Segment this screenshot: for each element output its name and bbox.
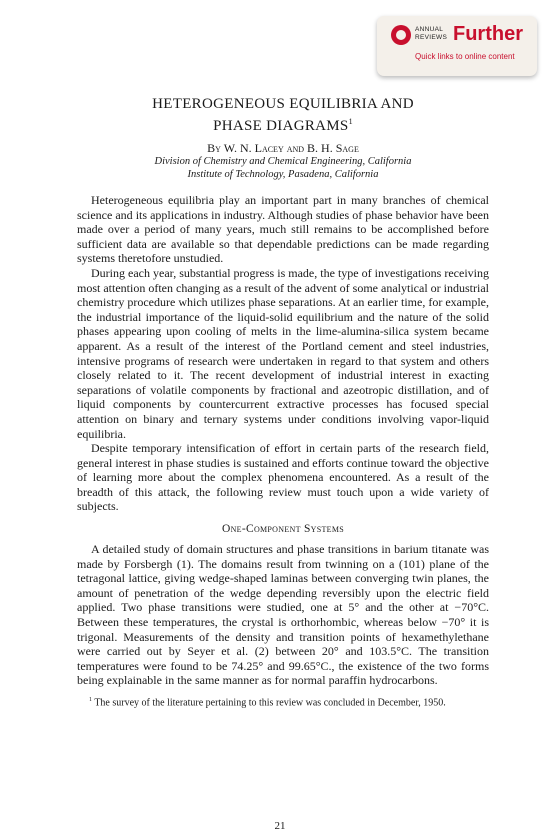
body-paragraph: Heterogeneous equilibria play an important part in many branches of chemical science and its applications in industry. Although studies of phase behavior have been made over a period of many years, much still remains to be accomplished before sufficient data are available so that dependable predictions can be made regarding systems theretofore unstudied. (77, 193, 489, 266)
title-footnote-mark: 1 (348, 117, 353, 126)
annual-reviews-logo-icon (391, 25, 411, 45)
body-paragraph: A detailed study of domain structures and phase transitions in barium titanate was made by Forsbergh (1). The domains result from twinning on a (101) plane of the tetragonal lattice, giving wedge-shaped laminas between converging twin planes, the amount of penetration of the wedge depending reversibly upon the electric field applied. Two phase transitions were studied, one at 5° and the other at −70°C. Between these temperatures, the crystal is orthorhombic, whereas below −70° it is trigonal. Measurements of the density and transition points of hexamethylethane were carried out by Seyer et al. (2) between 20° and 103.5°C. The transition temperatures were found to be 74.25° and 99.65°C., the existence of the two forms being explainable in the same manner as for normal paraffin hydrocarbons. (77, 542, 489, 688)
body-paragraph: Despite temporary intensification of effort in certain parts of the research field, general interest in phase studies is sustained and efforts continue toward the objective of learning more about the complex phenomena encountered. As a result of the breadth of this attack, the following review must touch upon a wide variety of subjects. (77, 441, 489, 514)
badge-subtitle[interactable]: Quick links to online content (415, 52, 515, 61)
title-line-2: PHASE DIAGRAMS (213, 118, 349, 134)
affiliation-line-1: Division of Chemistry and Chemical Engineering, California (154, 156, 412, 167)
affiliation (77, 156, 489, 181)
badge-further-label[interactable]: Further (453, 23, 523, 45)
article-body (77, 193, 489, 709)
authors: By W. N. Lacey and B. H. Sage (207, 141, 359, 155)
page-number: 21 (274, 820, 286, 832)
title-line-1: HETEROGENEOUS EQUILIBRIA AND (152, 96, 414, 112)
footnote-text: The survey of the literature pertaining to this review was concluded in December, 1950. (94, 697, 446, 709)
affiliation-line-2: Institute of Technology, Pasadena, California (187, 168, 379, 180)
body-paragraph: During each year, substantial progress is made, the type of investigations receiving most attention often changing as a result of the advent of some analytical or industrial chemistry procedure which utilizes phase separations. At an earlier time, for example, the industrial importance of the liquid-solid equilibrium and the nature of the solid phases appearing upon cooling of melts in the lime-alumina-silica system became apparent. As a result of the interest of the Portland cement and steel industries, intensive programs of research were undertaken in regard to that system and others closely related to it. The recent development of industrial interest in exacting separations of volatile components by fractional and azeotropic distillation, and of liquid components by countercurrent extractive processes has focused special attention on binary and ternary systems under conditions involving vapor-liquid equilibria. (77, 265, 489, 441)
further-badge[interactable] (377, 16, 537, 76)
section-heading: One-Component Systems (221, 523, 345, 536)
footnote (77, 694, 489, 709)
article-title (77, 96, 489, 135)
badge-small-text: ANNUAL REVIEWS (415, 26, 448, 41)
article-page (77, 96, 489, 709)
footnote-mark: 1 (89, 697, 92, 703)
